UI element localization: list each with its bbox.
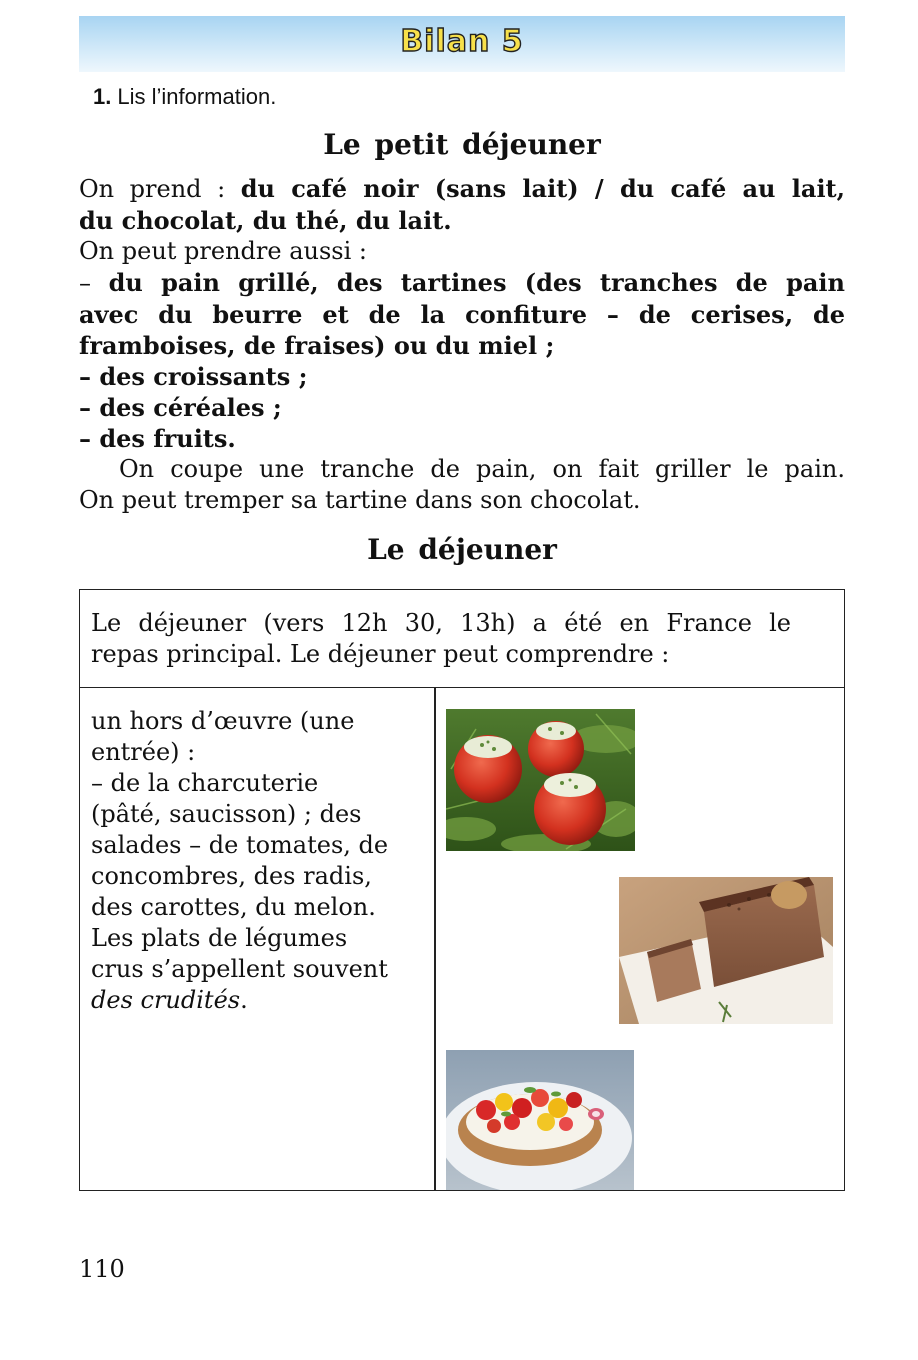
text-line: – des croissants ; bbox=[79, 362, 308, 391]
text-italic: des crudités bbox=[91, 986, 241, 1014]
crudites-image bbox=[446, 1050, 634, 1190]
text-plain: . bbox=[240, 986, 248, 1014]
text-plain: – bbox=[79, 269, 109, 297]
text-line: Le déjeuner (vers 12h 30, 13h) a été en France le bbox=[91, 609, 791, 637]
text-line: – des céréales ; bbox=[79, 393, 282, 422]
dejeuner-intro bbox=[91, 608, 791, 670]
text-line: salades – de tomates, de bbox=[91, 831, 389, 859]
text-line bbox=[79, 173, 845, 205]
text-line: du chocolat, du thé, du lait. bbox=[79, 206, 452, 235]
text-line: des carottes, du melon. bbox=[91, 893, 376, 921]
exercise-number: 1. bbox=[93, 84, 112, 109]
text-line: On peut tremper sa tartine dans son chocolat. bbox=[79, 486, 641, 514]
dejeuner-table bbox=[79, 589, 845, 1191]
text-line: Les plats de légumes bbox=[91, 924, 348, 952]
exercise-instruction bbox=[93, 84, 276, 110]
text-bold: du café noir (sans lait) / du café au lait, bbox=[240, 174, 845, 203]
text-line: – des fruits. bbox=[79, 424, 236, 453]
stuffed-tomatoes-image bbox=[446, 709, 635, 851]
section-title-dejeuner: Le déjeuner bbox=[367, 533, 557, 566]
text-line: concombres, des radis, bbox=[91, 862, 372, 890]
section-title-petit-dejeuner: Le petit déjeuner bbox=[323, 128, 601, 161]
text-line: avec du beurre et de la confiture – de cerises, de bbox=[79, 300, 845, 329]
chapter-banner bbox=[79, 16, 845, 72]
exercise-text: Lis l’information. bbox=[117, 84, 277, 109]
text-line: On peut prendre aussi : bbox=[79, 237, 368, 265]
text-line: On coupe une tranche de pain, on fait griller le pain. bbox=[119, 455, 845, 483]
text-bold: du pain grillé, des tartines (des tranches de pain bbox=[108, 268, 846, 297]
text-line: (pâté, saucisson) ; des bbox=[91, 800, 362, 828]
dejeuner-table-header bbox=[80, 590, 844, 688]
column-divider bbox=[434, 687, 436, 1190]
hors-doeuvre-text bbox=[91, 706, 426, 1016]
text-line: framboises, de fraises) ou du miel ; bbox=[79, 331, 555, 360]
stuffed-tomatoes-photo bbox=[446, 709, 635, 851]
text-line bbox=[79, 267, 845, 299]
chapter-title: Bilan 5 bbox=[400, 24, 524, 59]
text-line: entrée) : bbox=[91, 738, 196, 766]
page-number: 110 bbox=[79, 1255, 125, 1283]
text-line: crus s’appellent souvent bbox=[91, 955, 388, 983]
pate-image bbox=[619, 877, 833, 1024]
pate-photo bbox=[619, 877, 833, 1024]
text-line: un hors d’œuvre (une bbox=[91, 707, 355, 735]
text-plain: On prend : bbox=[79, 175, 241, 203]
petit-dejeuner-text bbox=[79, 173, 845, 516]
text-line: – de la charcuterie bbox=[91, 769, 319, 797]
text-line: repas principal. Le déjeuner peut comprendre : bbox=[91, 640, 670, 668]
text-line bbox=[91, 985, 426, 1016]
crudites-photo bbox=[446, 1050, 634, 1190]
